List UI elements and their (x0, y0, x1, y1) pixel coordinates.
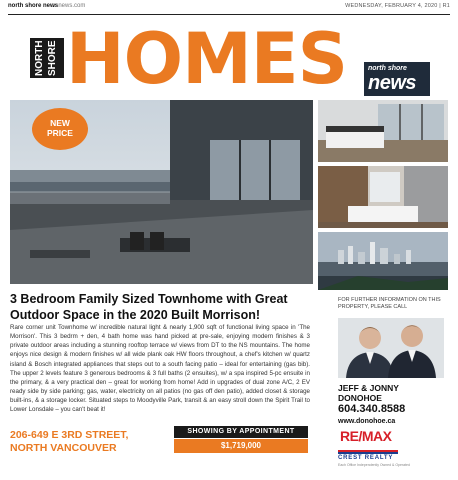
logo-line1: north shore (368, 65, 407, 72)
new-price-badge (32, 108, 88, 150)
section-tag-line1: NORTH (34, 40, 45, 76)
listing-address (10, 429, 170, 455)
listing-description: Rare corner unit Townhome w/ incredible natural light & nearly 1,900 sqft of functional living space in 'The Morrison'. This 3 bedrm + den, 4 bath home was hand picked at pre-sale, enjoying modern finishes & 3 private outdoor areas including a stunning rooftop terrace w/ views from DT to the NS mountains. The home enjoys nice design & modern finishes w/ all wide plank oak HW floors throughout, a chef's kitchen w/ quartz island & Bosch integrated appliances that steps out to a south facing patio – ideal for entertaining (gas bib). The upper 2 levels feature 3 generous bedrooms & 3 full baths (2 ensuites), w/ a spa inspired 5-pc ensuite in the primary, & a very practical den – great for working from home! Add in upgrades of dual zone A/C, 2 EV ready side by side parking; gas, water, electricity on all patios (no gas off den patio), added closet & storage built-ins, & a storage locker. Situated steps to Moodyville Park, transit & an easy stroll down the Spirit Trail to Lower Lonsdale – you can't beat it! (10, 324, 310, 414)
remax-logo (338, 428, 398, 454)
agent-phone[interactable]: 604.340.8588 (338, 403, 406, 415)
remax-stripe (338, 450, 398, 454)
section-title: HOMES (66, 18, 347, 100)
website-link[interactable]: nsnews.com (52, 3, 86, 9)
badge-line1: NEW (50, 118, 70, 128)
agent-name-line1: JEFF & JONNY (338, 383, 399, 393)
address-line1: 206-649 E 3RD STREET, (10, 429, 129, 441)
newspaper-brand: north shore news (8, 3, 59, 9)
north-shore-news-logo (364, 62, 430, 96)
agents-photo (338, 318, 444, 378)
city-view-photo (318, 232, 448, 290)
bedroom-photo (318, 100, 448, 162)
brokerage-name: CREST REALTY (338, 455, 394, 461)
section-tag (30, 38, 64, 78)
badge-line2: PRICE (47, 128, 73, 138)
brokerage-fineprint: Each Office Independently Owned & Operated (338, 463, 410, 467)
contact-prompt: FOR FURTHER INFORMATION ON THIS PROPERTY, PLEASE CALL (338, 297, 441, 310)
agent-name (338, 384, 448, 403)
agent-website[interactable]: www.donohoe.ca (338, 418, 396, 425)
issue-date: WEDNESDAY, FEBRUARY 4, 2020 | R1 (345, 3, 450, 9)
kitchen-photo (318, 166, 448, 228)
listing-price: $1,719,000 (174, 439, 308, 453)
listing-headline: 3 Bedroom Family Sized Townhome with Great Outdoor Space in the 2020 Built Morrison! (10, 292, 288, 322)
header-divider (8, 14, 450, 15)
agent-name-line2: DONOHOE (338, 392, 382, 403)
showing-banner: SHOWING BY APPOINTMENT (174, 426, 308, 438)
remax-wordmark: RE/MAX (340, 428, 392, 444)
address-line2: NORTH VANCOUVER (10, 442, 117, 454)
section-tag-line2: SHORE (47, 40, 58, 76)
logo-line2: news (368, 72, 417, 94)
